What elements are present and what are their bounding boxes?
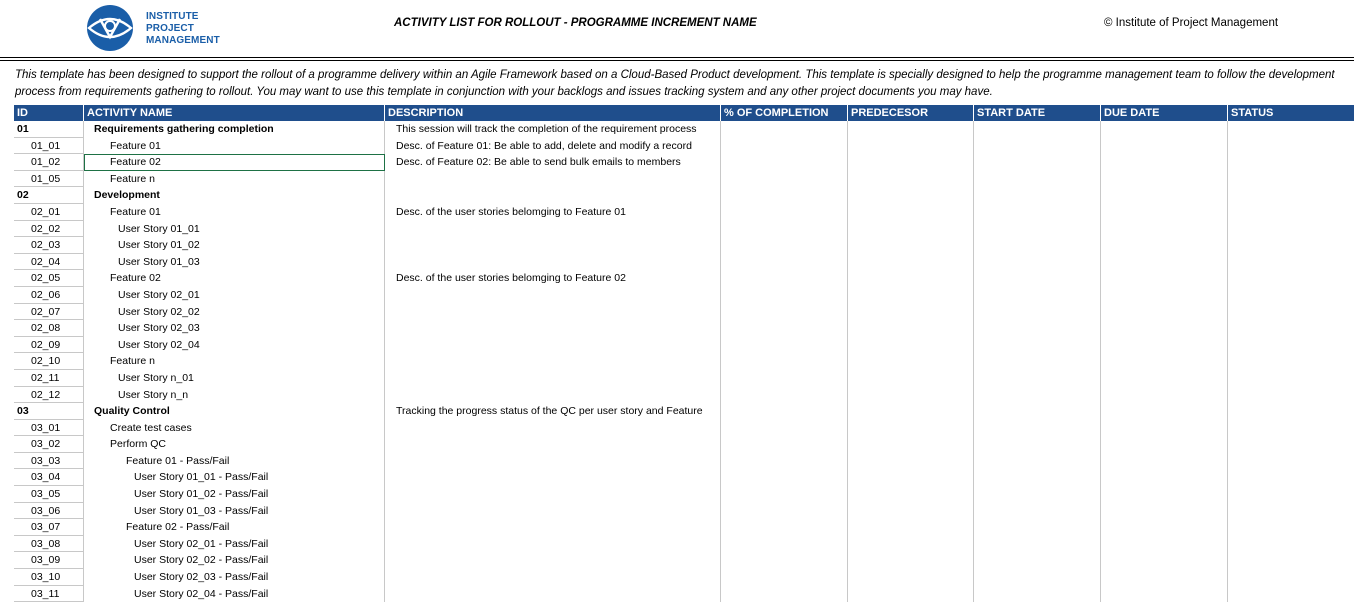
start-date-cell[interactable] [974, 370, 1101, 387]
completion-cell[interactable] [721, 121, 848, 138]
description-cell[interactable] [385, 353, 721, 370]
description-cell[interactable] [385, 320, 721, 337]
table-row [14, 469, 1354, 486]
due-date-cell[interactable] [1101, 469, 1228, 486]
predecessor-cell[interactable] [848, 420, 974, 437]
table-row [14, 138, 1354, 155]
table-row [14, 221, 1354, 238]
id-cell[interactable]: 03_06 [14, 503, 84, 520]
start-date-cell[interactable] [974, 519, 1101, 536]
completion-cell[interactable] [721, 237, 848, 254]
predecessor-cell[interactable] [848, 320, 974, 337]
start-date-cell[interactable] [974, 569, 1101, 586]
activity-name-cell[interactable]: User Story 02_03 - Pass/Fail [84, 569, 385, 586]
due-date-cell[interactable] [1101, 519, 1228, 536]
predecessor-cell[interactable] [848, 138, 974, 155]
start-date-cell[interactable] [974, 320, 1101, 337]
due-date-cell[interactable] [1101, 287, 1228, 304]
activity-name-cell[interactable]: Feature 02 [84, 154, 385, 171]
activity-name-cell[interactable]: Feature n [84, 353, 385, 370]
start-date-cell[interactable] [974, 154, 1101, 171]
activity-name-cell[interactable]: Feature n [84, 171, 385, 188]
activity-name-cell[interactable]: User Story n_n [84, 387, 385, 404]
start-date-cell[interactable] [974, 403, 1101, 420]
start-date-cell[interactable] [974, 503, 1101, 520]
description-cell[interactable] [385, 519, 721, 536]
start-date-cell[interactable] [974, 486, 1101, 503]
due-date-cell[interactable] [1101, 171, 1228, 188]
activity-name-cell[interactable]: User Story 01_01 - Pass/Fail [84, 469, 385, 486]
activity-name-cell[interactable]: User Story 02_01 - Pass/Fail [84, 536, 385, 553]
table-row [14, 486, 1354, 503]
logo-line: PROJECT [146, 23, 194, 34]
description-cell[interactable] [385, 237, 721, 254]
activity-name-cell[interactable]: User Story 02_04 - Pass/Fail [84, 586, 385, 603]
id-cell[interactable]: 01_01 [14, 138, 84, 155]
status-cell[interactable] [1228, 337, 1354, 354]
description-cell[interactable] [385, 420, 721, 437]
predecessor-cell[interactable] [848, 187, 974, 204]
due-date-cell[interactable] [1101, 237, 1228, 254]
table-row [14, 569, 1354, 586]
due-date-cell[interactable] [1101, 436, 1228, 453]
due-date-cell[interactable] [1101, 204, 1228, 221]
predecessor-cell[interactable] [848, 519, 974, 536]
due-date-cell[interactable] [1101, 552, 1228, 569]
start-date-cell[interactable] [974, 187, 1101, 204]
id-cell[interactable]: 03_02 [14, 436, 84, 453]
completion-cell[interactable] [721, 569, 848, 586]
predecessor-cell[interactable] [848, 586, 974, 603]
id-cell[interactable]: 02_01 [14, 204, 84, 221]
description-cell[interactable] [385, 254, 721, 271]
predecessor-cell[interactable] [848, 370, 974, 387]
start-date-cell[interactable] [974, 221, 1101, 238]
id-cell[interactable]: 02_04 [14, 254, 84, 271]
column-header-start-date[interactable]: START DATE [974, 105, 1101, 121]
table-row [14, 586, 1354, 603]
due-date-cell[interactable] [1101, 154, 1228, 171]
id-cell[interactable]: 02_05 [14, 270, 84, 287]
table-row [14, 270, 1354, 287]
completion-cell[interactable] [721, 486, 848, 503]
start-date-cell[interactable] [974, 387, 1101, 404]
id-cell[interactable]: 02_07 [14, 304, 84, 321]
activity-name-cell[interactable]: Create test cases [84, 420, 385, 437]
activity-table [14, 105, 1354, 602]
activity-name-cell[interactable]: User Story 02_02 [84, 304, 385, 321]
completion-cell[interactable] [721, 387, 848, 404]
due-date-cell[interactable] [1101, 320, 1228, 337]
status-cell[interactable] [1228, 486, 1354, 503]
activity-name-cell[interactable]: Feature 02 - Pass/Fail [84, 519, 385, 536]
description-cell[interactable]: Desc. of Feature 01: Be able to add, delete and modify a record [385, 138, 721, 155]
id-cell[interactable]: 02_02 [14, 221, 84, 238]
description-cell[interactable]: Desc. of the user stories belomging to Feature 02 [385, 270, 721, 287]
table-row [14, 337, 1354, 354]
id-cell[interactable]: 02_08 [14, 320, 84, 337]
completion-cell[interactable] [721, 270, 848, 287]
due-date-cell[interactable] [1101, 121, 1228, 138]
description-cell[interactable] [385, 586, 721, 603]
predecessor-cell[interactable] [848, 270, 974, 287]
table-row [14, 436, 1354, 453]
status-cell[interactable] [1228, 204, 1354, 221]
due-date-cell[interactable] [1101, 337, 1228, 354]
predecessor-cell[interactable] [848, 237, 974, 254]
activity-name-cell[interactable]: User Story 01_02 - Pass/Fail [84, 486, 385, 503]
id-cell[interactable]: 02 [14, 187, 84, 204]
due-date-cell[interactable] [1101, 138, 1228, 155]
activity-name-cell[interactable]: User Story 01_02 [84, 237, 385, 254]
table-row [14, 237, 1354, 254]
start-date-cell[interactable] [974, 353, 1101, 370]
description-cell[interactable] [385, 536, 721, 553]
predecessor-cell[interactable] [848, 503, 974, 520]
column-header-completion[interactable]: % OF COMPLETION [721, 105, 848, 121]
column-header-status[interactable]: STATUS [1231, 107, 1274, 119]
description-cell[interactable] [385, 387, 721, 404]
id-cell[interactable]: 03_05 [14, 486, 84, 503]
due-date-cell[interactable] [1101, 420, 1228, 437]
predecessor-cell[interactable] [848, 469, 974, 486]
id-cell[interactable]: 01 [14, 121, 84, 138]
activity-name-cell[interactable]: Development [84, 187, 385, 204]
predecessor-cell[interactable] [848, 337, 974, 354]
start-date-cell[interactable] [974, 254, 1101, 271]
copyright-text: © Institute of Project Management [1104, 17, 1279, 29]
description-cell[interactable] [385, 171, 721, 188]
id-cell[interactable]: 01_05 [14, 171, 84, 188]
table-row [14, 254, 1354, 271]
column-header-description[interactable]: DESCRIPTION [385, 105, 721, 121]
description-cell[interactable] [385, 287, 721, 304]
table-row [14, 420, 1354, 437]
predecessor-cell[interactable] [848, 171, 974, 188]
completion-cell[interactable] [721, 287, 848, 304]
completion-cell[interactable] [721, 436, 848, 453]
table-row [14, 187, 1354, 204]
completion-cell[interactable] [721, 353, 848, 370]
table-row [14, 387, 1354, 404]
predecessor-cell[interactable] [848, 486, 974, 503]
due-date-cell[interactable] [1101, 270, 1228, 287]
completion-cell[interactable] [721, 204, 848, 221]
table-row [14, 154, 1354, 171]
status-cell[interactable] [1228, 154, 1354, 171]
column-header-id[interactable]: ID [14, 105, 84, 121]
predecessor-cell[interactable] [848, 154, 974, 171]
status-cell[interactable] [1228, 519, 1354, 536]
activity-name-cell[interactable]: User Story n_01 [84, 370, 385, 387]
due-date-cell[interactable] [1101, 187, 1228, 204]
table-header-row [14, 105, 1354, 121]
predecessor-cell[interactable] [848, 254, 974, 271]
status-cell[interactable] [1228, 171, 1354, 188]
id-cell[interactable]: 03_09 [14, 552, 84, 569]
status-cell[interactable] [1228, 469, 1354, 486]
status-cell[interactable] [1228, 436, 1354, 453]
activity-name-cell[interactable]: User Story 01_03 [84, 254, 385, 271]
activity-name-cell[interactable]: User Story 02_03 [84, 320, 385, 337]
start-date-cell[interactable] [974, 204, 1101, 221]
table-row [14, 552, 1354, 569]
completion-cell[interactable] [721, 154, 848, 171]
table-row [14, 519, 1354, 536]
status-cell[interactable] [1228, 221, 1354, 238]
description-cell[interactable] [385, 221, 721, 238]
ipm-logo-icon [84, 4, 136, 52]
table-row [14, 536, 1354, 553]
start-date-cell[interactable] [974, 287, 1101, 304]
activity-name-cell[interactable]: Feature 01 - Pass/Fail [84, 453, 385, 470]
table-row [14, 403, 1354, 420]
column-header-due-date[interactable]: DUE DATE [1101, 105, 1228, 121]
status-cell[interactable] [1228, 187, 1354, 204]
activity-name-cell[interactable]: User Story 01_01 [84, 221, 385, 238]
id-cell[interactable]: 02_12 [14, 387, 84, 404]
activity-name-cell[interactable]: Feature 01 [84, 204, 385, 221]
id-cell[interactable]: 03_03 [14, 453, 84, 470]
id-cell[interactable]: 03_08 [14, 536, 84, 553]
start-date-cell[interactable] [974, 586, 1101, 603]
intro-text: This template has been designed to support the rollout of a programme delivery within an Agile Framework based on a Cloud-Based Product development. This template is specially designed to help the programme management team to follow the development process from requirements gathering to rollout. You may want to use this template in conjunction with your backlogs and issues tracking system and any other project documents you may have. [15, 69, 1335, 98]
predecessor-cell[interactable] [848, 387, 974, 404]
start-date-cell[interactable] [974, 304, 1101, 321]
column-header-activity-name[interactable]: ACTIVITY NAME [84, 105, 385, 121]
status-cell[interactable] [1228, 387, 1354, 404]
sheet-header [0, 0, 1354, 58]
document-title: ACTIVITY LIST FOR ROLLOUT - PROGRAMME INCREMENT NAME [394, 17, 757, 29]
status-cell[interactable] [1228, 403, 1354, 420]
completion-cell[interactable] [721, 503, 848, 520]
predecessor-cell[interactable] [848, 453, 974, 470]
activity-name-cell[interactable]: User Story 02_01 [84, 287, 385, 304]
id-cell[interactable]: 03_11 [14, 586, 84, 603]
id-cell[interactable]: 02_11 [14, 370, 84, 387]
id-cell[interactable]: 03_10 [14, 569, 84, 586]
start-date-cell[interactable] [974, 420, 1101, 437]
id-cell[interactable]: 02_09 [14, 337, 84, 354]
predecessor-cell[interactable] [848, 304, 974, 321]
description-cell[interactable] [385, 337, 721, 354]
logo-text [146, 11, 236, 47]
start-date-cell[interactable] [974, 270, 1101, 287]
completion-cell[interactable] [721, 304, 848, 321]
description-cell[interactable]: Desc. of the user stories belomging to Feature 01 [385, 204, 721, 221]
due-date-cell[interactable] [1101, 586, 1228, 603]
predecessor-cell[interactable] [848, 353, 974, 370]
activity-name-cell[interactable]: Quality Control [84, 403, 385, 420]
due-date-cell[interactable] [1101, 503, 1228, 520]
description-cell[interactable] [385, 503, 721, 520]
start-date-cell[interactable] [974, 237, 1101, 254]
id-cell[interactable]: 02_06 [14, 287, 84, 304]
description-cell[interactable]: This session will track the completion of the requirement process [385, 121, 721, 138]
description-cell[interactable] [385, 370, 721, 387]
description-cell[interactable] [385, 469, 721, 486]
id-cell[interactable]: 03 [14, 403, 84, 420]
table-row [14, 353, 1354, 370]
description-cell[interactable]: Desc. of Feature 02: Be able to send bulk emails to members [385, 154, 721, 171]
table-body [14, 121, 1354, 602]
due-date-cell[interactable] [1101, 403, 1228, 420]
completion-cell[interactable] [721, 187, 848, 204]
id-cell[interactable]: 03_01 [14, 420, 84, 437]
predecessor-cell[interactable] [848, 403, 974, 420]
status-cell[interactable] [1228, 121, 1354, 138]
status-cell[interactable] [1228, 536, 1354, 553]
completion-cell[interactable] [721, 586, 848, 603]
completion-cell[interactable] [721, 370, 848, 387]
start-date-cell[interactable] [974, 171, 1101, 188]
due-date-cell[interactable] [1101, 370, 1228, 387]
predecessor-cell[interactable] [848, 287, 974, 304]
status-cell[interactable] [1228, 304, 1354, 321]
description-cell[interactable] [385, 187, 721, 204]
status-cell[interactable] [1228, 453, 1354, 470]
predecessor-cell[interactable] [848, 221, 974, 238]
due-date-cell[interactable] [1101, 304, 1228, 321]
activity-name-cell[interactable]: Feature 02 [84, 270, 385, 287]
completion-cell[interactable] [721, 519, 848, 536]
activity-name-cell[interactable]: User Story 01_03 - Pass/Fail [84, 503, 385, 520]
status-cell[interactable] [1228, 586, 1354, 603]
logo-line: MANAGEMENT [146, 35, 220, 46]
description-cell[interactable] [385, 552, 721, 569]
completion-cell[interactable] [721, 536, 848, 553]
id-cell[interactable]: 02_10 [14, 353, 84, 370]
status-cell[interactable] [1228, 237, 1354, 254]
column-header-predecessor[interactable]: PREDECESOR [848, 105, 974, 121]
status-cell[interactable] [1228, 569, 1354, 586]
activity-name-cell[interactable]: Feature 01 [84, 138, 385, 155]
start-date-cell[interactable] [974, 552, 1101, 569]
table-row [14, 503, 1354, 520]
predecessor-cell[interactable] [848, 536, 974, 553]
table-row [14, 304, 1354, 321]
logo-line: INSTITUTE [146, 11, 199, 22]
status-cell[interactable] [1228, 138, 1354, 155]
completion-cell[interactable] [721, 254, 848, 271]
header-divider [0, 57, 1354, 58]
id-cell[interactable]: 03_07 [14, 519, 84, 536]
activity-name-cell[interactable]: Perform QC [84, 436, 385, 453]
table-row [14, 320, 1354, 337]
predecessor-cell[interactable] [848, 121, 974, 138]
completion-cell[interactable] [721, 138, 848, 155]
completion-cell[interactable] [721, 403, 848, 420]
table-row [14, 370, 1354, 387]
status-cell[interactable] [1228, 370, 1354, 387]
status-cell[interactable] [1228, 552, 1354, 569]
predecessor-cell[interactable] [848, 569, 974, 586]
activity-name-cell[interactable]: User Story 02_04 [84, 337, 385, 354]
description-cell[interactable] [385, 436, 721, 453]
start-date-cell[interactable] [974, 536, 1101, 553]
description-cell[interactable]: Tracking the progress status of the QC per user story and Feature [385, 403, 721, 420]
start-date-cell[interactable] [974, 337, 1101, 354]
due-date-cell[interactable] [1101, 254, 1228, 271]
header-divider [0, 60, 1354, 61]
due-date-cell[interactable] [1101, 221, 1228, 238]
table-row [14, 204, 1354, 221]
predecessor-cell[interactable] [848, 552, 974, 569]
completion-cell[interactable] [721, 171, 848, 188]
description-cell[interactable] [385, 486, 721, 503]
start-date-cell[interactable] [974, 121, 1101, 138]
description-cell[interactable] [385, 304, 721, 321]
completion-cell[interactable] [721, 221, 848, 238]
status-cell[interactable] [1228, 270, 1354, 287]
id-cell[interactable]: 02_03 [14, 237, 84, 254]
due-date-cell[interactable] [1101, 536, 1228, 553]
due-date-cell[interactable] [1101, 569, 1228, 586]
status-cell[interactable] [1228, 320, 1354, 337]
table-row [14, 121, 1354, 138]
table-row [14, 287, 1354, 304]
status-cell[interactable] [1228, 254, 1354, 271]
completion-cell[interactable] [721, 453, 848, 470]
due-date-cell[interactable] [1101, 387, 1228, 404]
completion-cell[interactable] [721, 337, 848, 354]
id-cell[interactable]: 03_04 [14, 469, 84, 486]
status-cell[interactable] [1228, 503, 1354, 520]
table-row [14, 453, 1354, 470]
completion-cell[interactable] [721, 420, 848, 437]
due-date-cell[interactable] [1101, 453, 1228, 470]
activity-name-cell[interactable]: User Story 02_02 - Pass/Fail [84, 552, 385, 569]
completion-cell[interactable] [721, 320, 848, 337]
table-row [14, 171, 1354, 188]
status-cell[interactable] [1228, 420, 1354, 437]
status-cell[interactable] [1228, 287, 1354, 304]
due-date-cell[interactable] [1101, 486, 1228, 503]
start-date-cell[interactable] [974, 138, 1101, 155]
description-cell[interactable] [385, 569, 721, 586]
start-date-cell[interactable] [974, 469, 1101, 486]
predecessor-cell[interactable] [848, 436, 974, 453]
due-date-cell[interactable] [1101, 353, 1228, 370]
predecessor-cell[interactable] [848, 204, 974, 221]
start-date-cell[interactable] [974, 453, 1101, 470]
completion-cell[interactable] [721, 552, 848, 569]
description-cell[interactable] [385, 453, 721, 470]
activity-name-cell[interactable]: Requirements gathering completion [84, 121, 385, 138]
completion-cell[interactable] [721, 469, 848, 486]
id-cell[interactable]: 01_02 [14, 154, 84, 171]
status-cell[interactable] [1228, 353, 1354, 370]
start-date-cell[interactable] [974, 436, 1101, 453]
